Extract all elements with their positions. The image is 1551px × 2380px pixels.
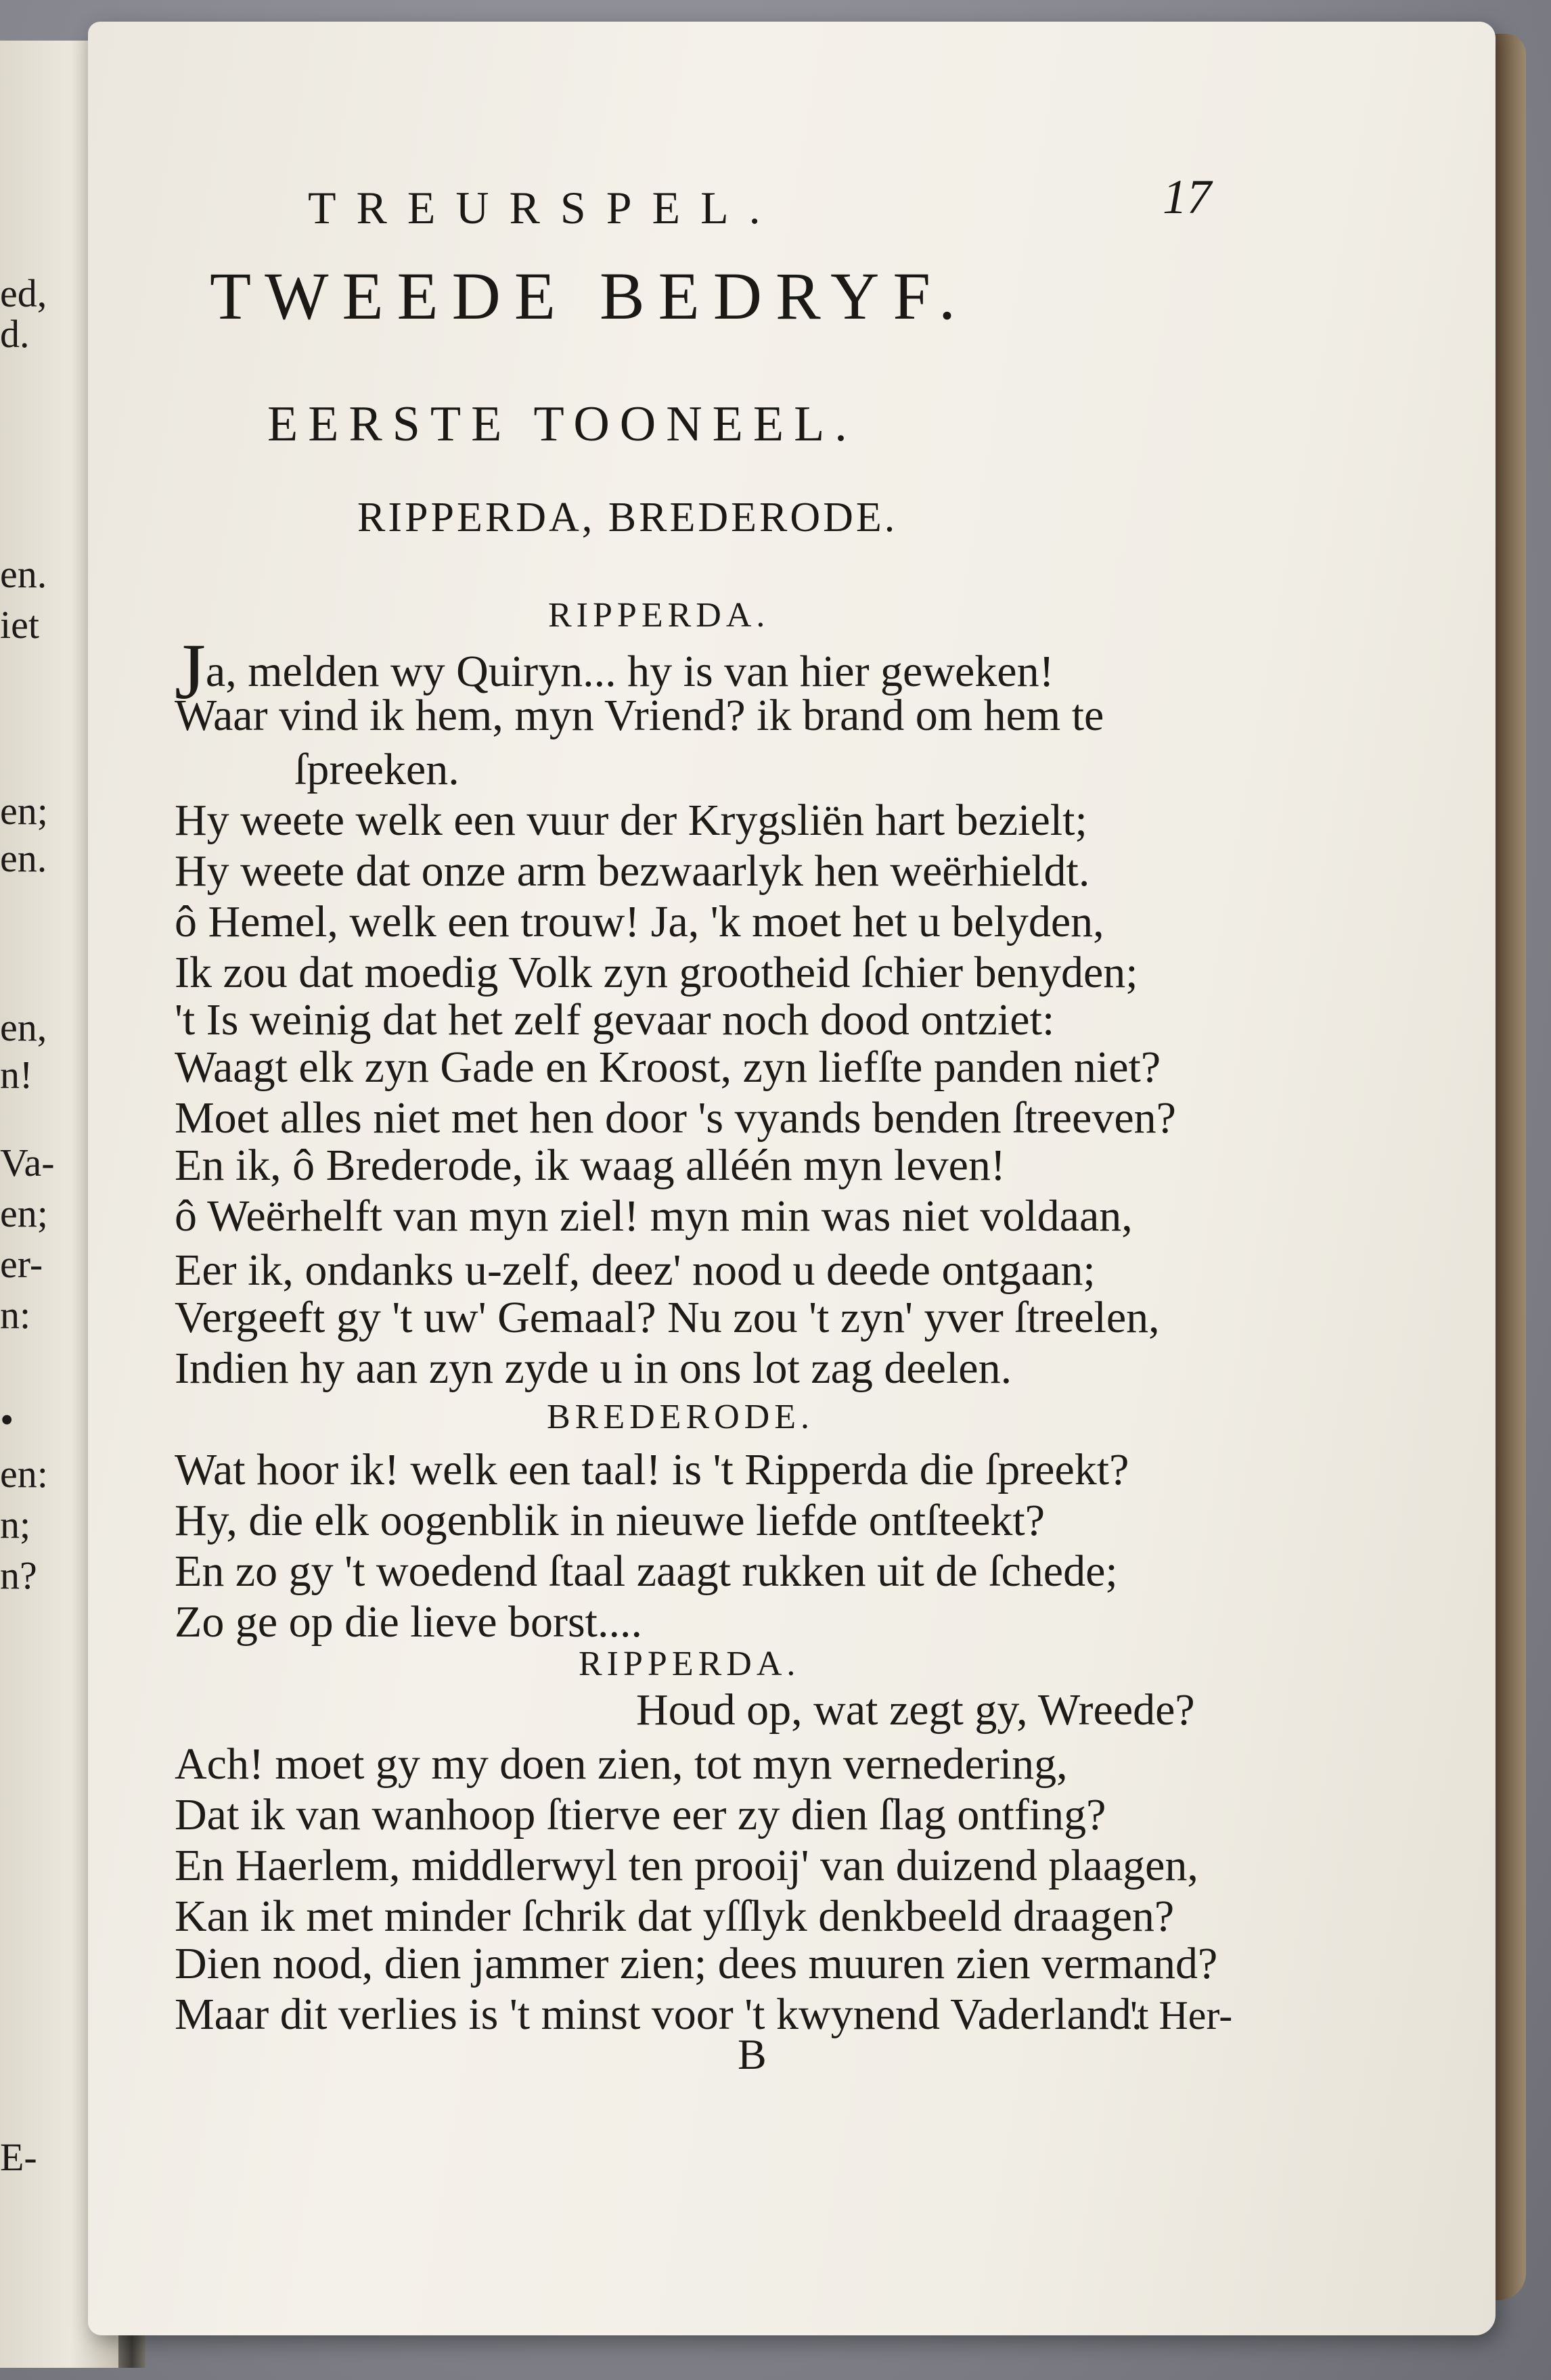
verse-line: Maar dit verlies is 't minst voor 't kwynend Vaderland. [175, 1990, 1143, 2039]
left-page-fragment: n; [0, 1503, 31, 1547]
verse-line: Vergeeft gy 't uw' Gemaal? Nu zou 't zyn' yver ſtreelen, [175, 1293, 1160, 1342]
running-head-title: TREURSPEL. [308, 182, 781, 233]
page-number: 17 [1163, 170, 1211, 224]
verse-line: Eer ik, ondanks u-zelf, deez' nood u deede ontgaan; [175, 1245, 1096, 1295]
catchword: 't Her- [1130, 1993, 1233, 2038]
verse-line: Waagt elk zyn Gade en Kroost, zyn liefſte panden niet? [175, 1043, 1161, 1092]
left-page-fragment: • [0, 1398, 14, 1442]
left-page-fragment: ed, [0, 271, 47, 315]
left-page-fragment: iet [0, 603, 39, 647]
left-page-fragment: en; [0, 789, 48, 833]
left-page-fragment: E- [0, 2135, 37, 2179]
left-page-fragment: en. [0, 836, 47, 880]
left-page-fragment: en; [0, 1191, 48, 1235]
scene-heading: EERSTE TOONEEL. [267, 396, 857, 452]
verse-line: Indien hy aan zyn zyde u in ons lot zag deelen. [175, 1344, 1012, 1393]
verse-line: Hy weete welk een vuur der Krygsliën hart bezielt; [175, 796, 1087, 845]
act-heading: TWEEDE BEDRYF. [210, 258, 969, 334]
verse-line: Hy, die elk oogenblik in nieuwe liefde ontſteekt? [175, 1496, 1046, 1545]
verse-line: Dat ik van wanhoop ſtierve eer zy dien ſlag ontfing? [175, 1790, 1106, 1839]
verse-line: En Haerlem, middlerwyl ten prooij' van duizend plaagen, [175, 1841, 1198, 1890]
speaker-name: RIPPERDA. [548, 596, 770, 635]
verse-line: En ik, ô Brederode, ik waag alléén myn leven! [175, 1141, 1006, 1190]
verse-continuation: ſpreeken. [294, 745, 459, 794]
left-page-fragment: n? [0, 1553, 37, 1597]
verse-line: Kan ik met minder ſchrik dat yſſlyk denkbeeld draagen? [175, 1892, 1175, 1941]
drop-initial: J [175, 627, 206, 716]
left-page-fragment: d. [0, 312, 30, 356]
verse-line-indented: Houd op, wat zegt gy, Wreede? [636, 1685, 1195, 1735]
left-page-fragment: n! [0, 1053, 33, 1097]
verse-line: Moet alles niet met hen door 's vyands benden ſtreeven? [175, 1093, 1176, 1143]
left-page-fragment: en, [0, 1005, 47, 1049]
verse-line: 't Is weinig dat het zelf gevaar noch dood ontziet: [175, 995, 1055, 1045]
left-page-fragment: er- [0, 1242, 43, 1286]
verse-line: Zo ge op die lieve borst.... [175, 1597, 643, 1647]
verse-line: Waar vind ik hem, myn Vriend? ik brand om hem te [175, 691, 1104, 740]
character-list: RIPPERDA, BREDERODE. [357, 495, 898, 541]
verse-line: Ik zou dat moedig Volk zyn grootheid ſchier benyden; [175, 948, 1138, 997]
verse-line: Dien nood, dien jammer zien; dees muuren zien vermand? [175, 1939, 1218, 1988]
left-page-fragment: en: [0, 1452, 48, 1496]
verse-line: Ach! moet gy my doen zien, tot myn vernedering, [175, 1739, 1068, 1789]
verse-line: Hy weete dat onze arm bezwaarlyk hen weërhieldt. [175, 846, 1090, 896]
signature-mark: B [738, 2030, 767, 2078]
verse-line: ô Hemel, welk een trouw! Ja, 'k moet het u belyden, [175, 897, 1104, 946]
speaker-name: RIPPERDA. [579, 1645, 801, 1683]
verse-line: En zo gy 't woedend ſtaal zaagt rukken uit de ſchede; [175, 1547, 1118, 1596]
verse-text: a, melden wy Quiryn... hy is van hier geweken! [205, 647, 1054, 696]
verse-line: Wat hoor ik! welk een taal! is 't Ripperda die ſpreekt? [175, 1445, 1129, 1494]
verse-line: ô Weërhelft van myn ziel! myn min was niet voldaan, [175, 1191, 1133, 1241]
left-page-fragment: Va- [0, 1141, 55, 1185]
left-page-fragment: en. [0, 552, 47, 596]
left-page-fragment: n: [0, 1293, 31, 1337]
speaker-name: BREDERODE. [547, 1398, 814, 1436]
